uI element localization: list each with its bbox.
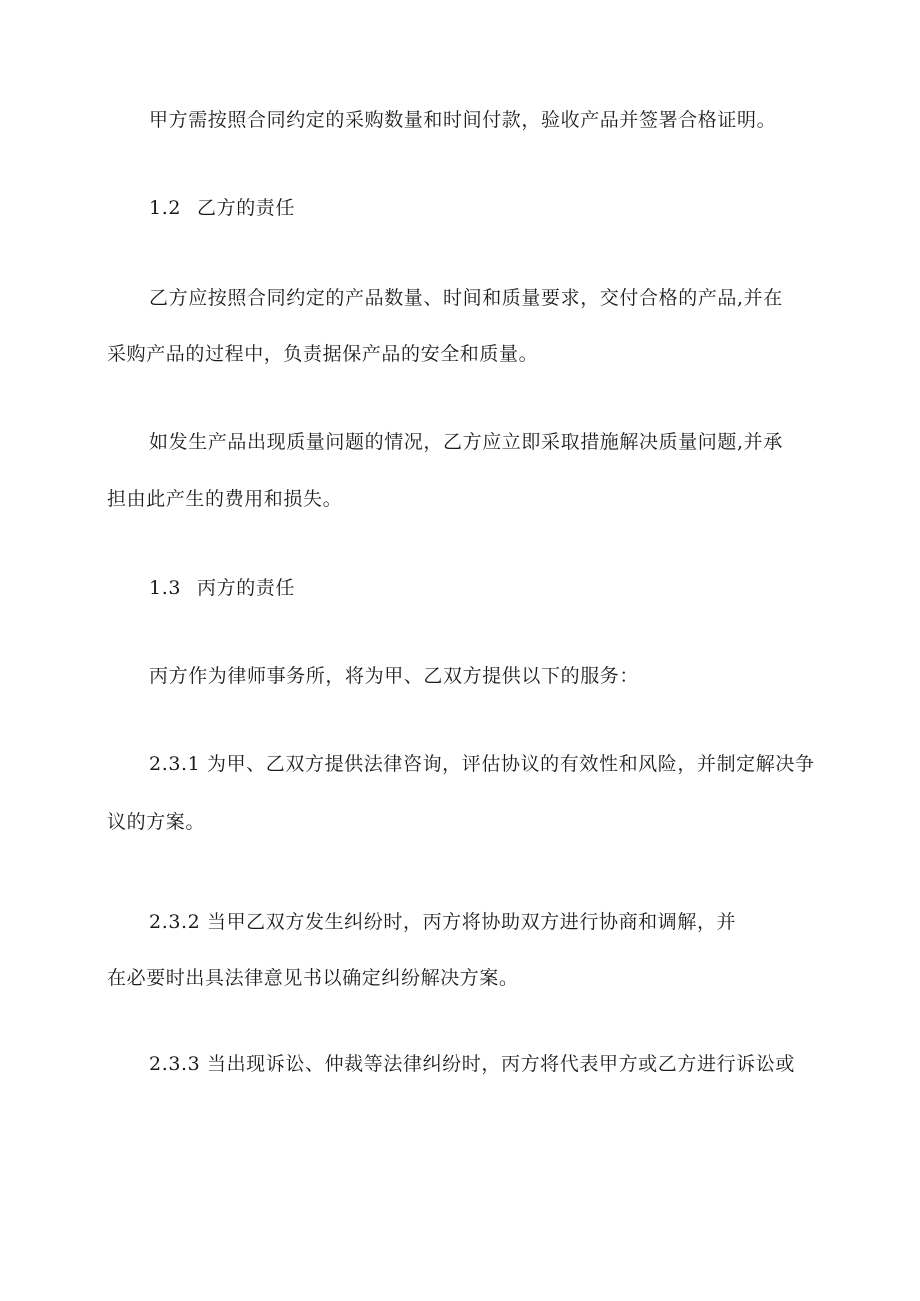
clause-2-3-3-line-1: 2.3.3 当出现诉讼、仲裁等法律纠纷时，丙方将代表甲方或乙方进行诉讼或 bbox=[149, 1053, 795, 1075]
clause-2-3-2-line-1: 2.3.2 当甲乙双方发生纠纷时，丙方将协助双方进行协商和调解，并 bbox=[149, 911, 737, 933]
paragraph-party-b-line-2: 采购产品的过程中，负责据保产品的安全和质量。 bbox=[107, 343, 539, 365]
paragraph-party-a-payment: 甲方需按照合同约定的采购数量和时间付款，验收产品并签署合格证明。 bbox=[149, 109, 777, 131]
paragraph-party-b-line-1: 乙方应按照合同约定的产品数量、时间和质量要求，交付合格的产品,并在 bbox=[149, 287, 783, 309]
section-number: 1.3 bbox=[149, 577, 182, 599]
clause-2-3-2-line-2: 在必要时出具法律意见书以确定纠纷解决方案。 bbox=[107, 967, 519, 989]
clause-2-3-1-line-2: 议的方案。 bbox=[107, 811, 206, 833]
section-title: 乙方的责任 bbox=[197, 197, 296, 219]
paragraph-party-c-services: 丙方作为律师事务所，将为甲、乙双方提供以下的服务： bbox=[149, 665, 640, 687]
section-title: 丙方的责任 bbox=[197, 577, 296, 599]
clause-2-3-1-line-1: 2.3.1 为甲、乙双方提供法律咨询，评估协议的有效性和风险，并制定解决争 bbox=[149, 753, 815, 775]
section-number: 1.2 bbox=[149, 197, 182, 219]
paragraph-quality-issue-line-1: 如发生产品出现质量问题的情况，乙方应立即采取措施解决质量问题,并承 bbox=[149, 431, 783, 453]
section-heading-1-2 bbox=[149, 196, 295, 220]
paragraph-quality-issue-line-2: 担由此产生的费用和损失。 bbox=[107, 488, 343, 510]
section-heading-1-3 bbox=[149, 576, 295, 600]
